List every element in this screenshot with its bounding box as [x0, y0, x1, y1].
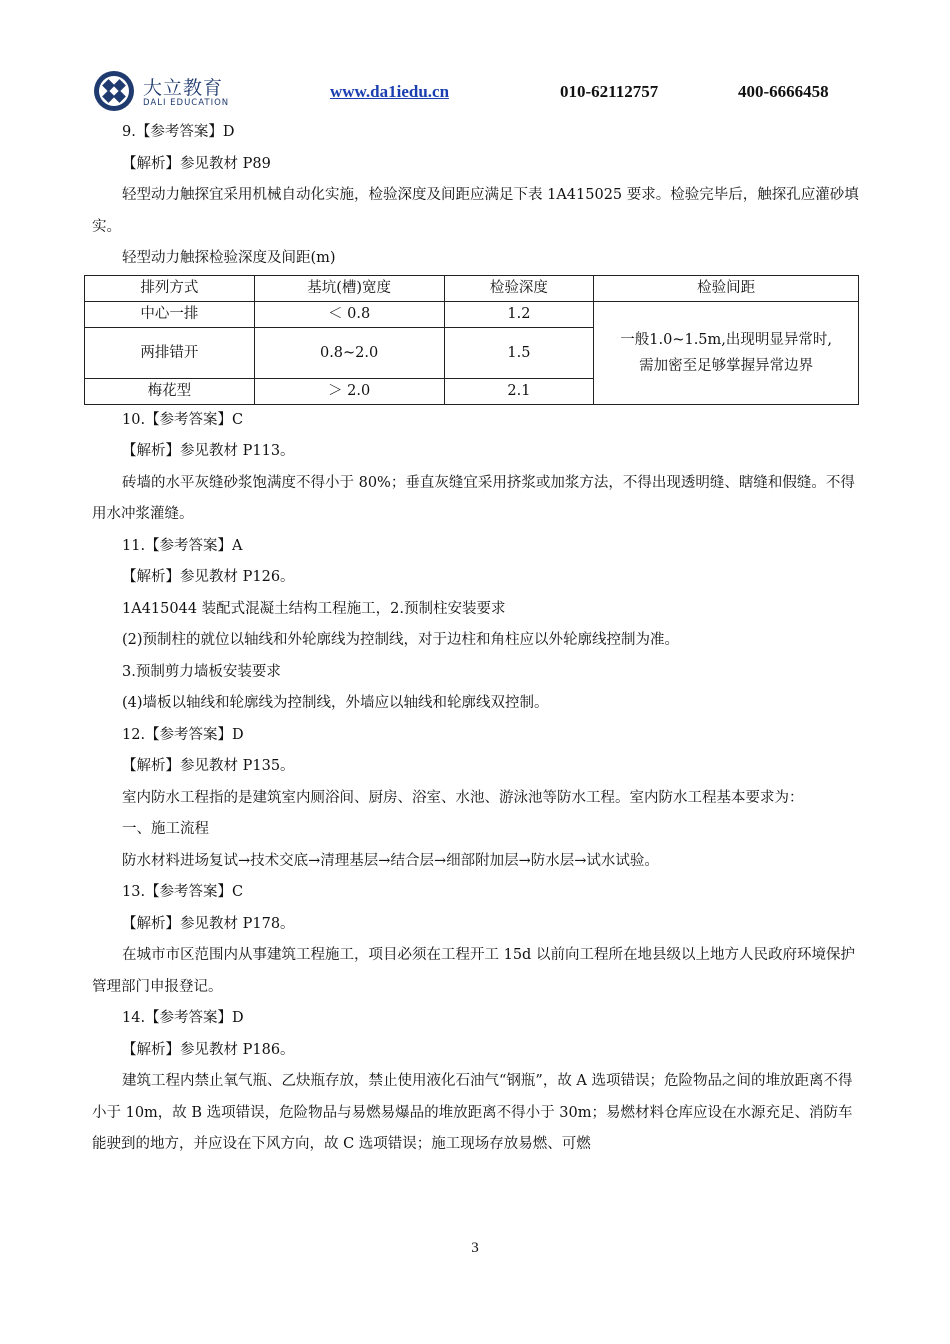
page-number: 3: [471, 1240, 479, 1256]
table-cell: 两排错开: [85, 327, 255, 378]
phone-number-1: 010-62112757: [560, 82, 659, 101]
q11-text-4: (4)墙板以轴线和轮廓线为控制线，外墙应以轴线和轮廓线双控制。: [122, 695, 549, 711]
q13-answer: 13.【参考答案】C: [122, 884, 244, 900]
table-cell: 梅花型: [85, 378, 255, 404]
q11-text-1: 1A415044 装配式混凝土结构工程施工，2.预制柱安装要求: [122, 600, 506, 617]
spacing-note-line-1: 一般1.0~1.5m,出现明显异常时,: [620, 331, 833, 348]
q12-text-1: 室内防水工程指的是建筑室内厕浴间、厨房、浴室、水池、游泳池等防水工程。室内防水工程基本要求为：: [122, 789, 804, 806]
logo-english-name: DALI EDUCATION: [143, 98, 230, 108]
q11-analysis: 【解析】参见教材 P126。: [122, 569, 295, 585]
q14-text: 建筑工程内禁止氧气瓶、乙炔瓶存放，禁止使用液化石油气“钢瓶”，故 A 选项错误；危险物品之间的堆放距离不得小于 10m，故 B 选项错误，危险物品与易燃易爆品的堆放距离不得小于 30m；易燃材料仓库应设在水源充足、消防车能驶到的地方，并应设在下风方向，故 C 选项错误；施工现场存放易燃、可燃: [92, 1073, 853, 1152]
q12-text-3: 防水材料进场复试→技术交底→清理基层→结合层→细部附加层→防水层→试水试验。: [122, 852, 659, 869]
q10-analysis: 【解析】参见教材 P113。: [122, 443, 295, 459]
spacing-note-line-2: 需加密至足够掌握异常边界: [639, 357, 814, 374]
q12-text-2: 一、施工流程: [122, 821, 209, 837]
spacing-note-cell: [594, 301, 859, 404]
q10-text: 砖墙的水平灰缝砂浆饱满度不得小于 80%；垂直灰缝宜采用挤浆或加浆方法，不得出现透明缝、瞎缝和假缝。不得用水冲浆灌缝。: [92, 474, 855, 522]
table-header-cell: 基坑(槽)宽度: [254, 275, 444, 301]
table-title: 轻型动力触探检验深度及间距(m): [122, 250, 336, 266]
q13-text: 在城市市区范围内从事建筑工程施工，项目必须在工程开工 15d 以前向工程所在地县级以上地方人民政府环境保护管理部门申报登记。: [92, 947, 855, 995]
q11-answer: 11.【参考答案】A: [122, 537, 243, 554]
table-header-cell: 检验深度: [444, 275, 594, 301]
document-body: [92, 117, 862, 1161]
q10-answer: 10.【参考答案】C: [122, 411, 244, 428]
q11-text-3: 3.预制剪力墙板安装要求: [122, 663, 281, 680]
table-header-row: [85, 275, 859, 301]
table-cell: ＞ 2.0: [254, 378, 444, 404]
inspection-table: [84, 275, 859, 405]
q12-analysis: 【解析】参见教材 P135。: [122, 758, 295, 774]
q14-analysis: 【解析】参见教材 P186。: [122, 1041, 295, 1058]
website-link[interactable]: www.da1iedu.cn: [330, 82, 450, 101]
q9-analysis: 【解析】参见教材 P89: [122, 155, 271, 172]
table-cell: 0.8~2.0: [254, 327, 444, 378]
logo-chinese-name: 大立教育: [143, 77, 224, 99]
q9-answer: 9.【参考答案】D: [122, 124, 235, 140]
dali-logo-icon: [93, 70, 135, 112]
table-header-cell: 排列方式: [85, 275, 255, 301]
phone-number-2: 400-6666458: [738, 82, 829, 101]
table-cell: ＜ 0.8: [254, 301, 444, 327]
q9-text: 轻型动力触探宜采用机械自动化实施，检验深度及间距应满足下表 1A415025 要求。检验完毕后，触探孔应灌砂填实。: [92, 187, 859, 235]
q12-answer: 12.【参考答案】D: [122, 726, 244, 743]
table-cell: 中心一排: [85, 301, 255, 327]
q13-analysis: 【解析】参见教材 P178。: [122, 915, 295, 932]
q14-answer: 14.【参考答案】D: [122, 1010, 244, 1026]
table-cell: 1.2: [444, 301, 594, 327]
q11-text-2: (2)预制柱的就位以轴线和外轮廓线为控制线，对于边柱和角柱应以外轮廓线控制为准。: [122, 632, 680, 648]
table-row: [85, 301, 859, 327]
table-cell: 2.1: [444, 378, 594, 404]
table-cell: 1.5: [444, 327, 594, 378]
table-header-cell: 检验间距: [594, 275, 859, 301]
page-header: [0, 0, 950, 120]
